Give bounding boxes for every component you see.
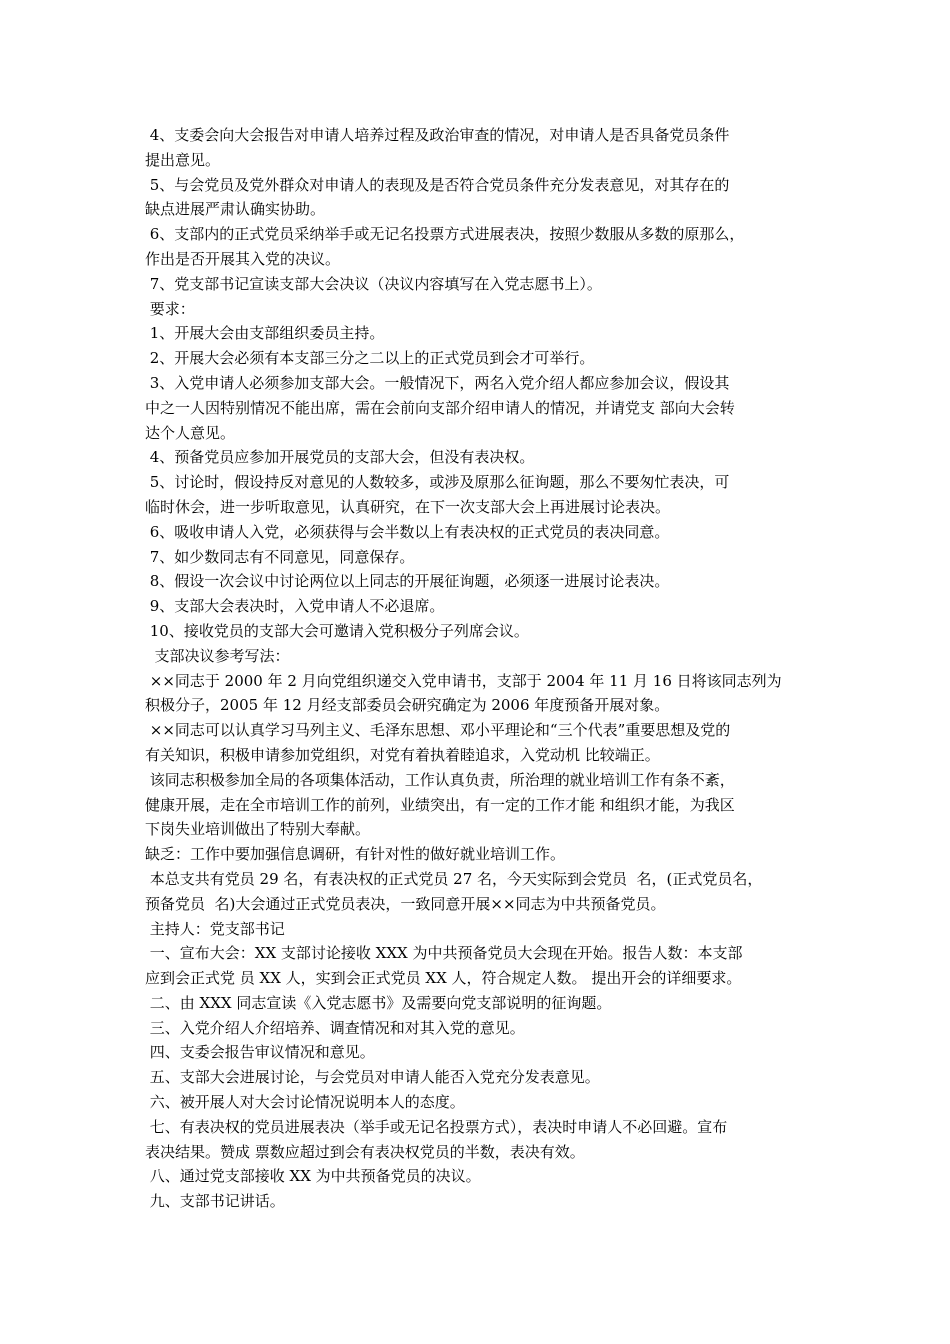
- text-line: 主持人：党支部书记: [145, 919, 285, 938]
- text-line: 4、支委会向大会报告对申请人培养过程及政治审查的情况，对申请人是否具备党员条件: [145, 126, 730, 144]
- text-line: 4、预备党员应参加开展党员的支部大会，但没有表决权。: [145, 448, 535, 467]
- text-line: 积极分子，2005 年 12 月经支部委员会研究确定为 2006 年度预备开展对象。: [145, 696, 670, 715]
- text-line: 临时休会，进一步听取意见，认真研究，在下一次支部大会上再进展讨论表决。: [145, 497, 671, 516]
- text-line: 9、支部大会表决时，入党申请人不必退席。: [145, 597, 445, 616]
- text-line: 10、接收党员的支部大会可邀请入党积极分子列席会议。: [145, 621, 529, 640]
- text-line: 要求：: [145, 299, 195, 318]
- text-line: 2、开展大会必须有本支部三分之二以上的正式党员到会才可举行。: [145, 349, 595, 368]
- text-line: 二、由 XXX 同志宣读《入党志愿书》及需要向党支部说明的征询题。: [145, 993, 612, 1012]
- text-line: 一、宣布大会：XX 支部讨论接收 XXX 为中共预备党员大会现在开始。报告人数：本支部: [145, 944, 743, 963]
- text-line: 1、开展大会由支部组织委员主持。: [145, 324, 385, 343]
- text-line: 7、党支部书记宣读支部大会决议（决议内容填写在入党志愿书上）。: [145, 274, 602, 293]
- text-line: 预备党员 名)大会通过正式党员表决，一致同意开展××同志为中共预备党员。: [145, 894, 666, 913]
- text-line: 5、讨论时，假设持反对意见的人数较多，或涉及原那么征询题，那么不要匆忙表决，可: [145, 473, 730, 492]
- text-line: 本总支共有党员 29 名，有表决权的正式党员 27 名，今天实际到会党员 名，(正式党员名，: [145, 869, 763, 888]
- text-line: 三、入党介绍人介绍培养、调查情况和对其入党的意见。: [145, 1018, 525, 1037]
- text-line: 表决结果。赞成 票数应超过到会有表决权党员的半数，表决有效。: [145, 1142, 585, 1161]
- text-line: 四、支委会报告审议情况和意见。: [145, 1043, 375, 1062]
- text-line: 八、通过党支部接收 XX 为中共预备党员的决议。: [145, 1167, 481, 1186]
- document-body: [145, 123, 825, 1214]
- text-line: 达个人意见。: [145, 423, 236, 442]
- text-line: 3、入党申请人必须参加支部大会。一般情况下，两名入党介绍人都应参加会议，假设其: [145, 373, 730, 392]
- text-line: 应到会正式党 员 XX 人，实到会正式党员 XX 人，符合规定人数。 提出开会的详细要求。: [145, 969, 742, 988]
- text-line: 缺点进展严肃认确实协助。: [145, 200, 326, 219]
- text-line: 该同志积极参加全局的各项集体活动，工作认真负责，所治理的就业培训工作有条不紊，: [145, 770, 735, 789]
- text-line: 支部决议参考写法：: [145, 646, 290, 665]
- text-line: 七、有表决权的党员进展表决（举手或无记名投票方式），表决时申请人不必回避。宣布: [145, 1117, 728, 1136]
- text-line: 五、支部大会进展讨论，与会党员对申请人能否入党充分发表意见。: [145, 1068, 600, 1087]
- text-line: 九、支部书记讲话。: [145, 1192, 285, 1211]
- text-line: 有关知识，积极申请参加党组织，对党有着执着睦追求，入党动机 比较端正。: [145, 745, 660, 764]
- text-line: 8、假设一次会议中讨论两位以上同志的开展征询题，必须逐一进展讨论表决。: [145, 572, 670, 591]
- text-line: 5、与会党员及党外群众对申请人的表现及是否符合党员条件充分发表意见，对其存在的: [145, 175, 730, 194]
- text-line: ××同志于 2000 年 2 月向党组织递交入党申请书，支部于 2004 年 11 月 16 日将该同志列为: [145, 671, 782, 690]
- text-line: 六、被开展人对大会讨论情况说明本人的态度。: [145, 1093, 465, 1112]
- text-line: 7、如少数同志有不同意见，同意保存。: [145, 547, 415, 566]
- text-line: 6、支部内的正式党员采纳举手或无记名投票方式进展表决，按照少数服从多数的原那么，: [145, 225, 745, 244]
- text-line: 中之一人因特别情况不能出席，需在会前向支部介绍申请人的情况，并请党支 部向大会转: [145, 398, 735, 417]
- text-line: ××同志可以认真学习马列主义、毛泽东思想、邓小平理论和“三个代表”重要思想及党的: [145, 721, 731, 740]
- text-line: 健康开展，走在全市培训工作的前列，业绩突出，有一定的工作才能 和组织才能，为我区: [145, 795, 735, 814]
- text-line: 6、吸收申请人入党，必须获得与会半数以上有表决权的正式党员的表决同意。: [145, 522, 670, 541]
- text-line: 提出意见。: [145, 150, 221, 169]
- text-line: 作出是否开展其入党的决议。: [145, 249, 341, 268]
- text-line: 下岗失业培训做出了特别大奉献。: [145, 820, 371, 839]
- text-line: 缺乏：工作中要加强信息调研，有针对性的做好就业培训工作。: [145, 845, 566, 864]
